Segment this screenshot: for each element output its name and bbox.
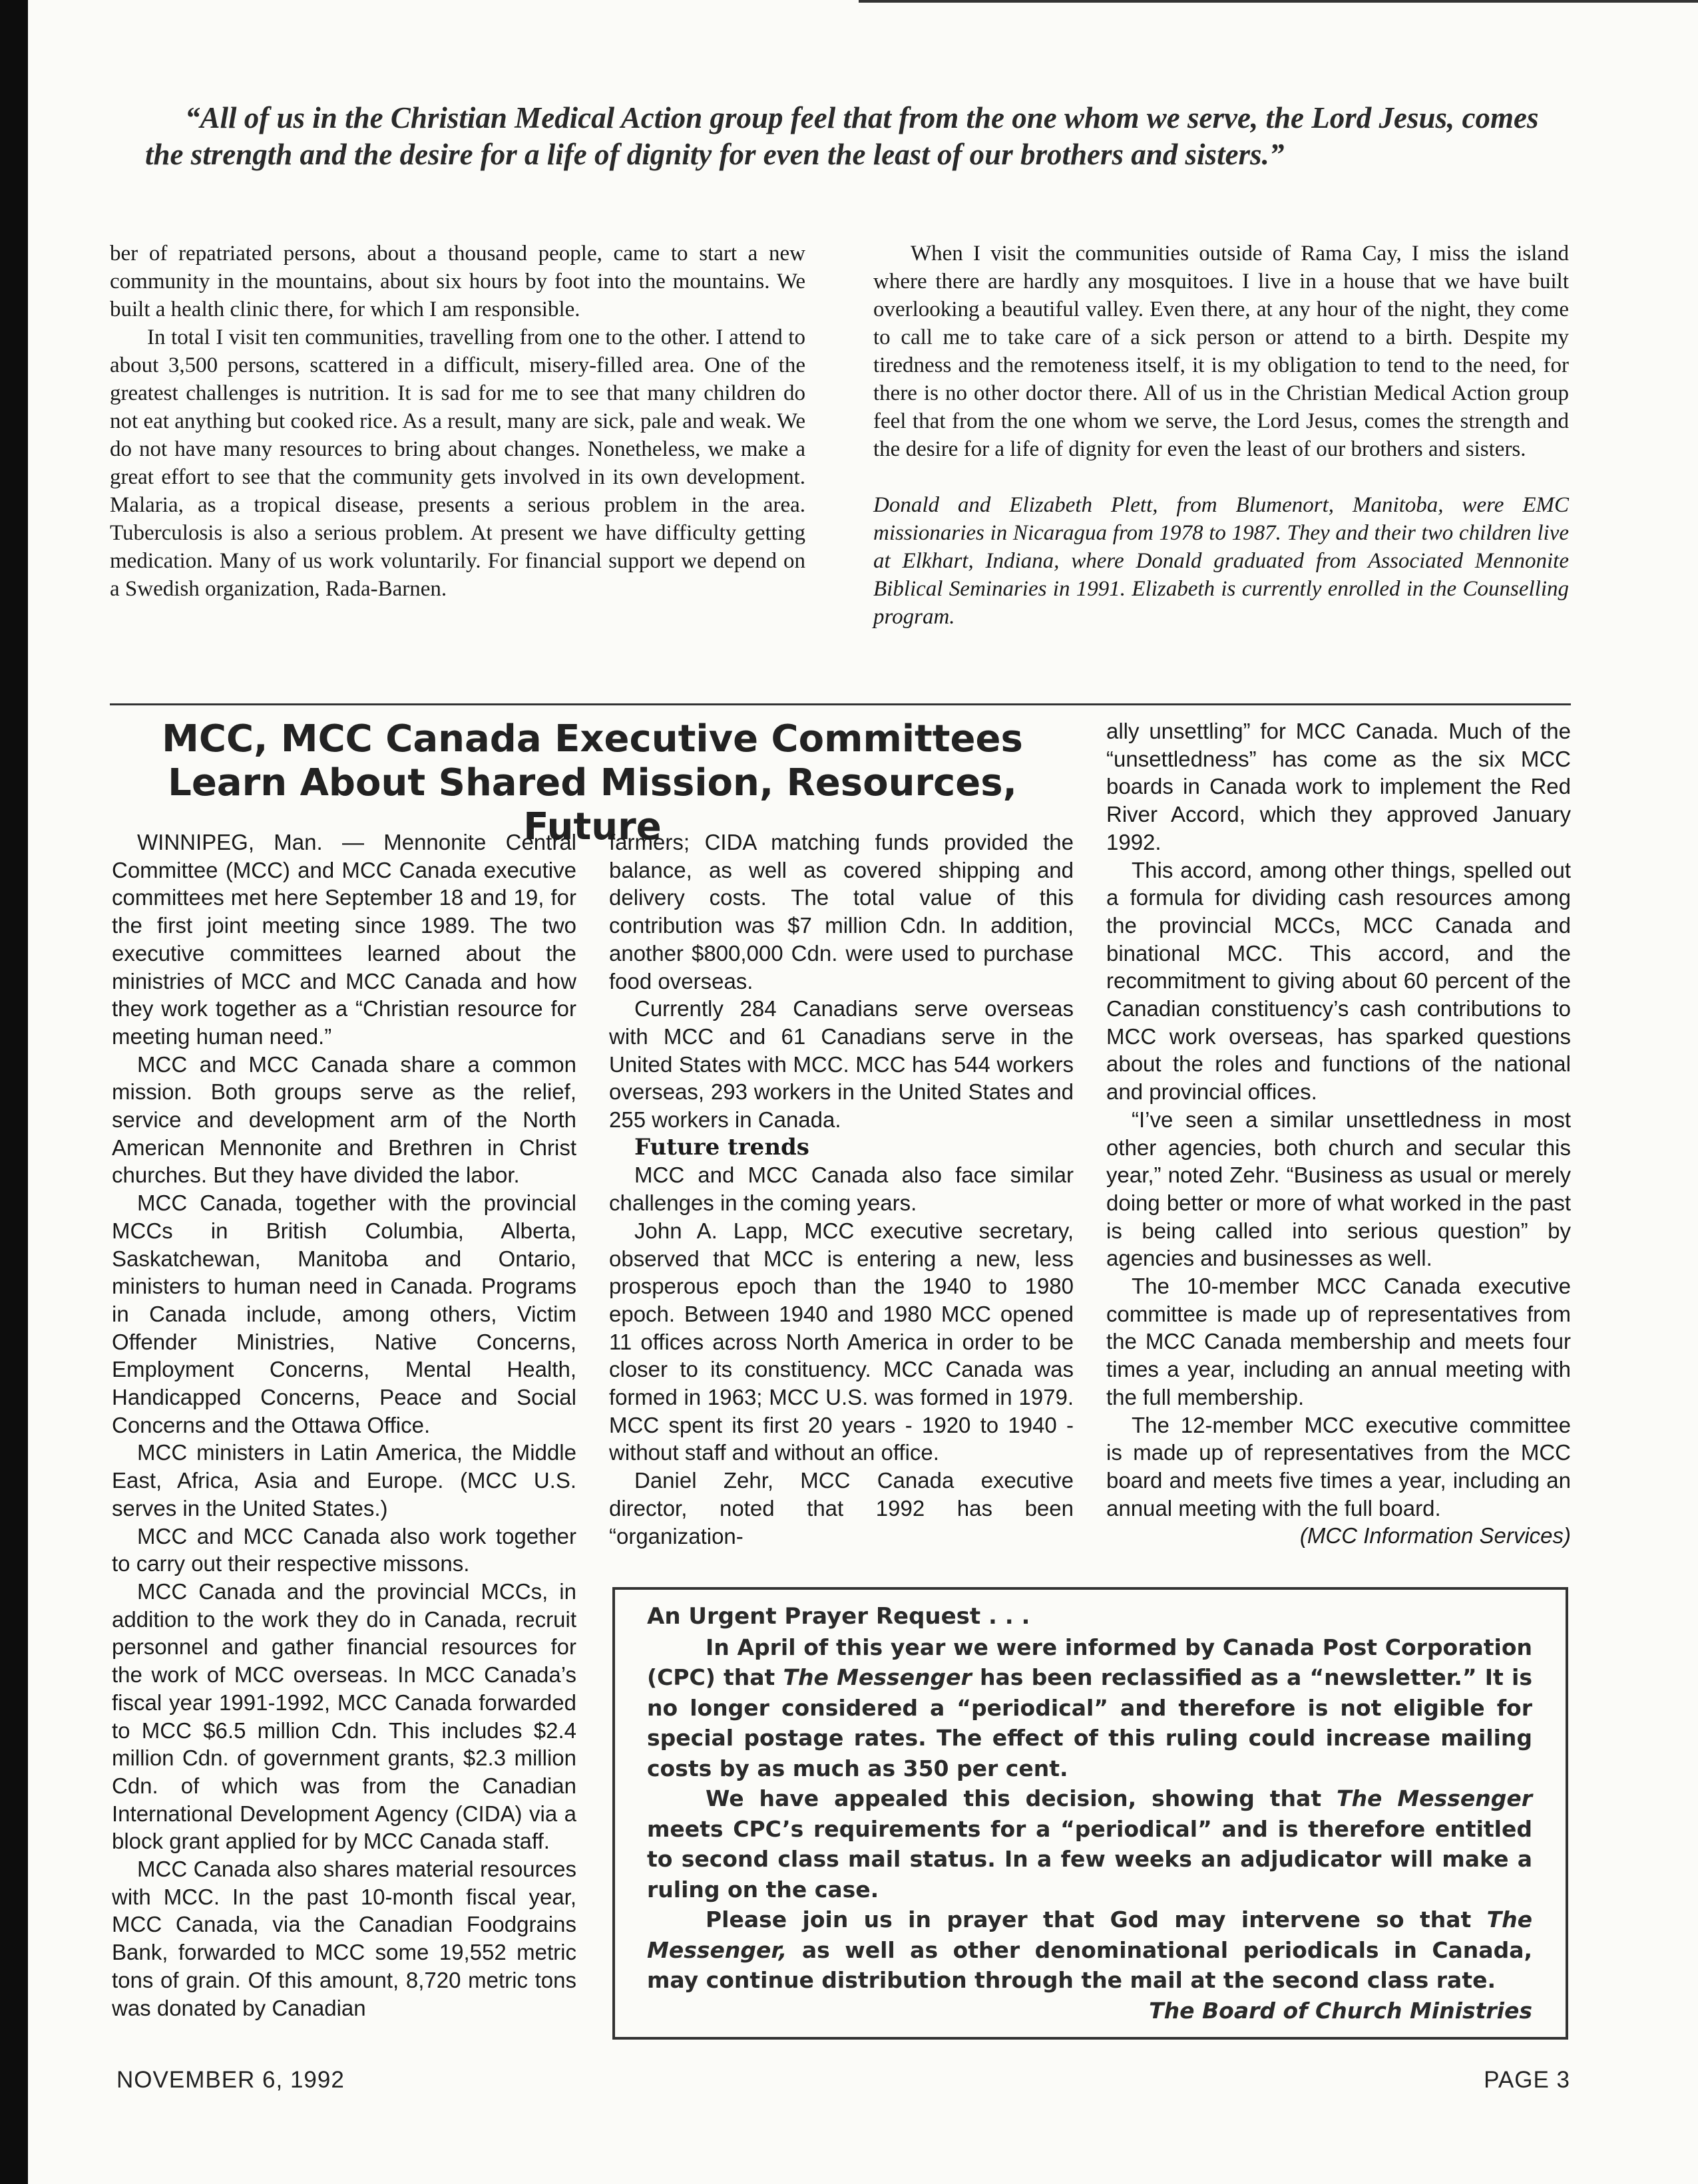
paragraph: When I visit the communities outside of Rama Cay, I miss the island where there are hardly any mosquitoes. I live in a house that we have built overlooking a beautiful valley. Even there, at any hour of the night, they come to call me to take care of a sick person or attend to a birth. Despite my tiredness and the remoteness itself, it is my obligation to tend to the need, for there is no other doctor there. All of us in the Christian Medical Action group feel that from the one whom we serve, the Lord Jesus, comes the strength and the desire for a life of dignity for even the least of our brothers and sisters.: [873, 242, 1569, 461]
article-credit: (MCC Information Services): [1299, 1523, 1571, 1548]
text: has been reclassified as a “newsletter.” It is no longer considered a “periodical” and therefore is not eligible for special postage rates. The effect of this ruling could increase mailing costs by as much as 350 per cent.: [647, 1664, 1533, 1781]
paragraph: John A. Lapp, MCC executive secretary, observed that MCC is entering a new, less prosperous epoch than the 1940 to 1980 epoch. Between 1940 and 1980 MCC opened 11 offices across North America in order to be closer to its constituency. MCC Canada was formed in 1963; MCC U.S. was formed in 1979. MCC spent its first 20 years - 1920 to 1940 - without staff and without an office.: [609, 1218, 1074, 1465]
text: Please join us in prayer that God may intervene so that: [706, 1907, 1487, 1932]
paragraph: The 10-member MCC Canada executive committee is made up of representatives from the MCC Canada membership and meets four times a year, including an annual meeting with the full membership.: [1106, 1274, 1571, 1409]
article-column-3: [1106, 717, 1571, 1550]
section-divider: [110, 703, 1571, 705]
text: meets CPC’s requirements for a “periodical” and is therefore entitled to second class mail status. In a few weeks an adjudicator will make a ruling on the case.: [647, 1815, 1532, 1903]
prayer-paragraph: [647, 1905, 1532, 1996]
pull-quote-text: “All of us in the Christian Medical Action group feel that from the one whom we serve, the Lord Jesus, comes the strength and the desire for a life of dignity for even the least of our brothers and sisters.”: [145, 101, 1539, 171]
author-note: Donald and Elizabeth Plett, from Blumenort, Manitoba, were EMC missionaries in Nicaragua from 1978 to 1987. They and their two children live at Elkhart, Indiana, where Donald graduated from Associated Mennonite Biblical Seminaries in 1991. Elizabeth is currently enrolled in the Counselling program.: [873, 493, 1569, 629]
text: as well as other denominational periodicals in Canada, may continue distribution through the mail at the second class rate.: [647, 1936, 1532, 1993]
paragraph: This accord, among other things, spelled out a formula for dividing cash resources among the provincial MCCs, MCC Canada and binational MCC. This accord, and the recommitment to giving about 60 percent of the Canadian constituency’s cash contributions to MCC work overseas, has sparked questions about the roles and functions of the national and provincial offices.: [1106, 857, 1571, 1105]
paragraph: ber of repatriated persons, about a thousand people, came to start a new community in the mountains, about six hours by foot into the mountains. We built a health clinic there, for which I am responsible.: [110, 242, 805, 321]
paragraph: MCC and MCC Canada also face similar challenges in the coming years.: [609, 1163, 1074, 1216]
paragraph: MCC and MCC Canada share a common mission. Both groups serve as the relief, service and development arm of the North American Mennonite and Brethren in Christ churches. But they have divided the labor.: [112, 1051, 576, 1188]
top-border-line: [859, 0, 1698, 3]
prayer-paragraph: [647, 1783, 1532, 1905]
prayer-request-box: [612, 1587, 1568, 2040]
subhead: Future trends: [634, 1133, 809, 1161]
paragraph: “I’ve seen a similar unsettledness in most other agencies, both church and secular this year,” noted Zehr. “Business as usual or merely doing better or more of what worked in the past is being called into serious question” by agencies and businesses as well.: [1106, 1107, 1571, 1271]
paragraph: Currently 284 Canadians serve overseas with MCC and 61 Canadians serve in the United States with MCC. MCC has 544 workers overseas, 293 workers in the United States and 255 workers in Canada.: [609, 996, 1074, 1133]
article-column-1: [112, 828, 576, 2022]
article-headline: MCC, MCC Canada Executive Committees Learn About Shared Mission, Resources, Future: [162, 717, 1023, 848]
publication-title: The Messenger,: [647, 1907, 1532, 1963]
article-column-2: [609, 828, 1074, 1550]
prayer-paragraph: [647, 1632, 1532, 1784]
page-edge-shadow: [0, 0, 28, 2184]
footer-page-number: PAGE 3: [1484, 2067, 1570, 2093]
paragraph: farmers; CIDA matching funds provided the balance, as well as covered shipping and delivery costs. The total value of this contribution was $7 million Cdn. In addition, another $800,000 Cdn. were used to purchase food overseas.: [609, 830, 1074, 994]
prayer-box-signature: The Board of Church Ministries: [1149, 1997, 1532, 2024]
paragraph: MCC Canada, together with the provincial MCCs in British Columbia, Alberta, Saskatchewan, Manitoba and Ontario, ministers to human need in Canada. Programs in Canada include, among others, Victim Offender Ministries, Native Concerns, Employment Concerns, Mental Health, Handicapped Concerns, Peace and Social Concerns and the Ottawa Office.: [112, 1190, 576, 1437]
paragraph: WINNIPEG, Man. — Mennonite Central Committee (MCC) and MCC Canada executive committees met here September 18 and 19, for the first joint meeting since 1989. The two executive committees learned about the ministries of MCC and MCC Canada and how they work together as a “Christian resource for meeting human need.”: [112, 830, 576, 1049]
paragraph: MCC ministers in Latin America, the Middle East, Africa, Asia and Europe. (MCC U.S. serves in the United States.): [112, 1440, 576, 1521]
paragraph: The 12-member MCC executive committee is made up of representatives from the MCC board and meets five times a year, including an annual meeting with the full board.: [1106, 1412, 1571, 1521]
letter-left-column: [110, 240, 805, 603]
letter-right-column: [873, 240, 1569, 631]
paragraph: MCC and MCC Canada also work together to carry out their respective missons.: [112, 1523, 576, 1576]
publication-title: The Messenger: [1337, 1785, 1533, 1811]
text: We have appealed this decision, showing that: [706, 1785, 1337, 1811]
footer-date: NOVEMBER 6, 1992: [116, 2067, 345, 2093]
paragraph: MCC Canada also shares material resources with MCC. In the past 10-month fiscal year, MCC Canada, via the Canadian Foodgrains Bank, forwarded to MCC some 19,552 metric tons of grain. Of this amount, 8,720 metric tons was donated by Canadian: [112, 1857, 576, 2020]
paragraph: ally unsettling” for MCC Canada. Much of the “unsettledness” has come as the six MCC boards in Canada work to implement the Red River Accord, which they approved January 1992.: [1106, 719, 1571, 854]
pull-quote: [145, 100, 1583, 173]
paragraph: In total I visit ten communities, travelling from one to the other. I attend to about 3,500 persons, scattered in a difficult, misery-filled area. One of the greatest challenges is nutrition. It is sad for me to see that many children do not eat anything but cooked rice. As a result, many are sick, pale and weak. We do not have many resources to bring about changes. Nonetheless, we make a great effort to see that the community gets involved in its own development. Malaria, as a tropical disease, presents a serious problem in the area. Tuberculosis is also a serious problem. At present we have difficulty getting medication. Many of us work voluntarily. For financial support we depend on a Swedish organization, Rada-Barnen.: [110, 325, 805, 601]
prayer-box-title: An Urgent Prayer Request . . .: [647, 1603, 1030, 1630]
text: In April of this year we were informed by Canada Post Corporation (CPC) that: [647, 1634, 1532, 1690]
publication-title: The Messenger: [783, 1664, 972, 1690]
paragraph: MCC Canada and the provincial MCCs, in addition to the work they do in Canada, recruit personnel and gather financial resources for the work of MCC overseas. In MCC Canada’s fiscal year 1991-1992, MCC Canada forwarded to MCC $6.5 million Cdn. This includes $2.4 million Cdn. of government grants, $2.3 million Cdn. of which was from the Canadian International Development Agency (CIDA) via a block grant applied for by MCC Canada staff.: [112, 1578, 576, 1854]
paragraph: Daniel Zehr, MCC Canada executive director, noted that 1992 has been “organization-: [609, 1468, 1074, 1548]
